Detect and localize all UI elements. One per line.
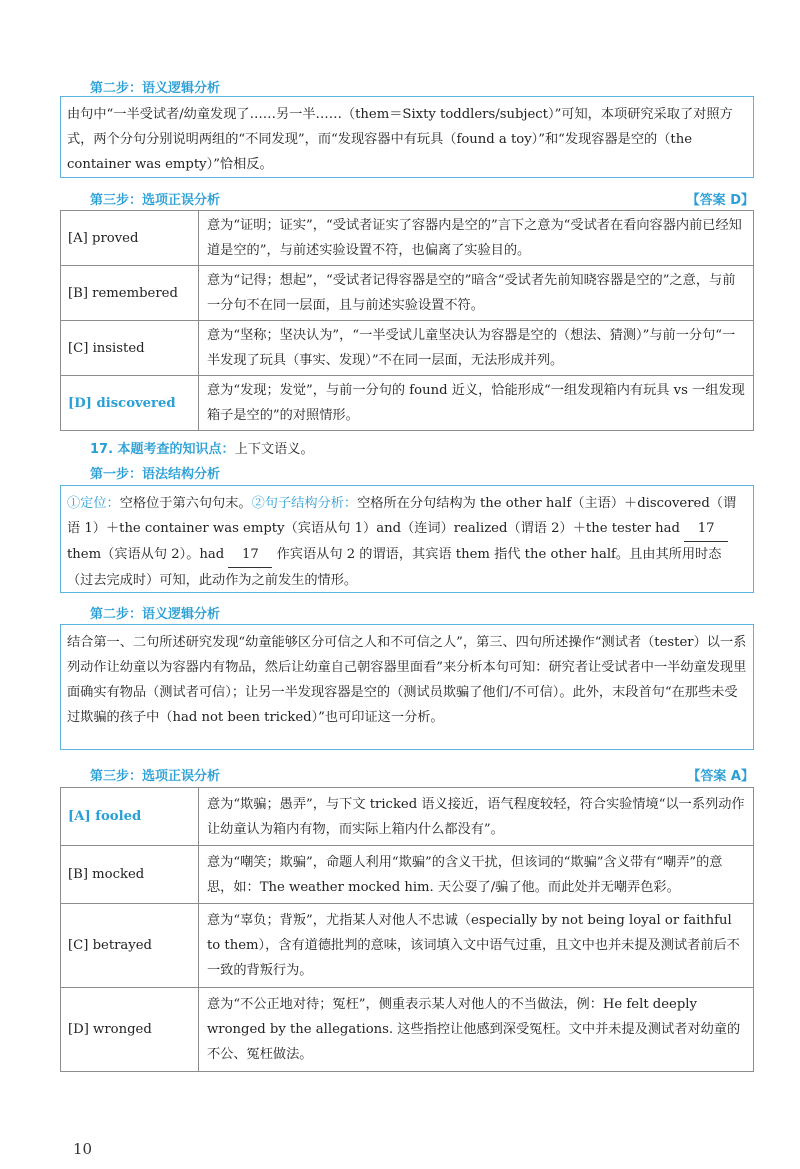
blank-17: 17: [228, 542, 272, 568]
option-label: [C] betrayed: [61, 904, 199, 988]
options-table-17: [60, 787, 754, 1072]
blank-17: 17: [684, 516, 728, 542]
semantic-analysis-text-16: 由句中“一半受试者/幼童发现了……另一半……（them＝Sixty toddlers/subject）”可知，本项研究采取了对照方式，两个分句分别说明两组的“不同发现”，而“发现容器中有玩具（found a toy）”和“发现容器是空的（the container was empty）”恰相反。: [67, 107, 733, 172]
option-explanation: 意为“欺骗；愚弄”，与下文 tricked 语义接近，语气程度较轻，符合实验情境“以一系列动作让幼童认为箱内有物，而实际上箱内什么都没有”。: [199, 788, 754, 846]
options-table-16: [60, 210, 754, 431]
question-17-topic: 上下文语义。: [234, 442, 314, 457]
structure-text: 空格所在分句结构为 the other half（主语）＋discovered（谓语 1）＋the container was empty（宾语从句 1）and（连词）realized（谓语 2）＋the tester had: [67, 496, 737, 536]
answer-badge-17: 【答案 A】: [687, 769, 754, 784]
option-row: [61, 904, 754, 988]
grammar-analysis-box-17: [60, 485, 754, 593]
option-explanation: 意为“嘲笑；欺骗”，命题人利用“欺骗”的含义干扰，但该词的“欺骗”含义带有“嘲弄”的意思，如：The weather mocked him. 天公耍了/骗了他。而此处并无嘲弄色彩。: [199, 846, 754, 904]
answer-badge-16: 【答案 D】: [686, 193, 754, 208]
step3-title-16: 第三步：选项正误分析: [90, 193, 221, 208]
option-row: [61, 211, 754, 266]
step3-title-17: 第三步：选项正误分析: [90, 769, 221, 784]
option-row-correct: [61, 788, 754, 846]
question-17-number: 17. 本题考查的知识点：: [90, 442, 235, 457]
option-explanation: 意为“不公正地对待；冤枉”，侧重表示某人对他人的不当做法，例：He felt deeply wronged by the allegations. 这些指控让他感到深受冤枉。文中并未提及测试者对幼童的不公、冤枉做法。: [199, 988, 754, 1072]
locate-text: 空格位于第六句句末。: [119, 496, 252, 511]
page-number: 10: [73, 1140, 93, 1158]
option-row: [61, 266, 754, 321]
structure-text-3: 作宾语从句 2 的谓语，其宾语 them 指代 the other half。且由其所用时态（过去完成时）可知，此动作为之前发生的情形。: [67, 547, 722, 588]
step2-title-17: 第二步：语义逻辑分析: [90, 607, 221, 622]
option-explanation: 意为“证明；证实”，“受试者证实了容器内是空的”言下之意为“受试者在看向容器内前已经知道是空的”，与前述实验设置不符，也偏离了实验目的。: [199, 211, 754, 266]
option-explanation: 意为“辜负；背叛”，尤指某人对他人不忠诚（especially by not being loyal or faithful to them），含有道德批判的意味，该词填入文中语气过重，且文中也并未提及测试者前后不一致的背叛行为。: [199, 904, 754, 988]
question-17-heading: [90, 438, 314, 457]
option-row-correct: [61, 376, 754, 431]
semantic-analysis-box-16: [60, 96, 754, 178]
option-row: [61, 846, 754, 904]
structure-tag: ②句子结构分析：: [251, 496, 358, 511]
step2-title-16: 第二步：语义逻辑分析: [90, 81, 221, 96]
option-explanation: 意为“记得；想起”，“受试者记得容器是空的”暗含“受试者先前知晓容器是空的”之意，与前一分句不在同一层面，且与前述实验设置不符。: [199, 266, 754, 321]
option-explanation: 意为“发现；发觉”，与前一分句的 found 近义，恰能形成“一组发现箱内有玩具 vs 一组发现箱子是空的”的对照情形。: [199, 376, 754, 431]
step1-title-17: 第一步：语法结构分析: [90, 467, 221, 482]
structure-text-2: them（宾语从句 2）。had: [67, 547, 229, 562]
option-label: [B] mocked: [61, 846, 199, 904]
option-label-correct: [A] fooled: [61, 788, 199, 846]
option-label: [A] proved: [61, 211, 199, 266]
option-explanation: 意为“坚称；坚决认为”，“一半受试儿童坚决认为容器是空的（想法、猜测）”与前一分句“一半发现了玩具（事实、发现）”不在同一层面，无法形成并列。: [199, 321, 754, 376]
option-label: [D] wronged: [61, 988, 199, 1072]
semantic-analysis-text-17: 结合第一、二句所述研究发现“幼童能够区分可信之人和不可信之人”，第三、四句所述操作“测试者（tester）以一系列动作让幼童以为容器内有物品，然后让幼童自己朝容器里面看”来分析本句可知：研究者让受试者中一半幼童发现里面确实有物品（测试者可信）；让另一半发现容器是空的（测试员欺骗了他们/不可信）。此外，末段首句“在那些未受过欺骗的孩子中（had not been tricked）”也可印证这一分析。: [67, 635, 747, 725]
option-label-correct: [D] discovered: [61, 376, 199, 431]
semantic-analysis-box-17: [60, 624, 754, 750]
option-label: [B] remembered: [61, 266, 199, 321]
locate-tag: ①定位：: [67, 496, 120, 511]
option-label: [C] insisted: [61, 321, 199, 376]
option-row: [61, 321, 754, 376]
option-row: [61, 988, 754, 1072]
